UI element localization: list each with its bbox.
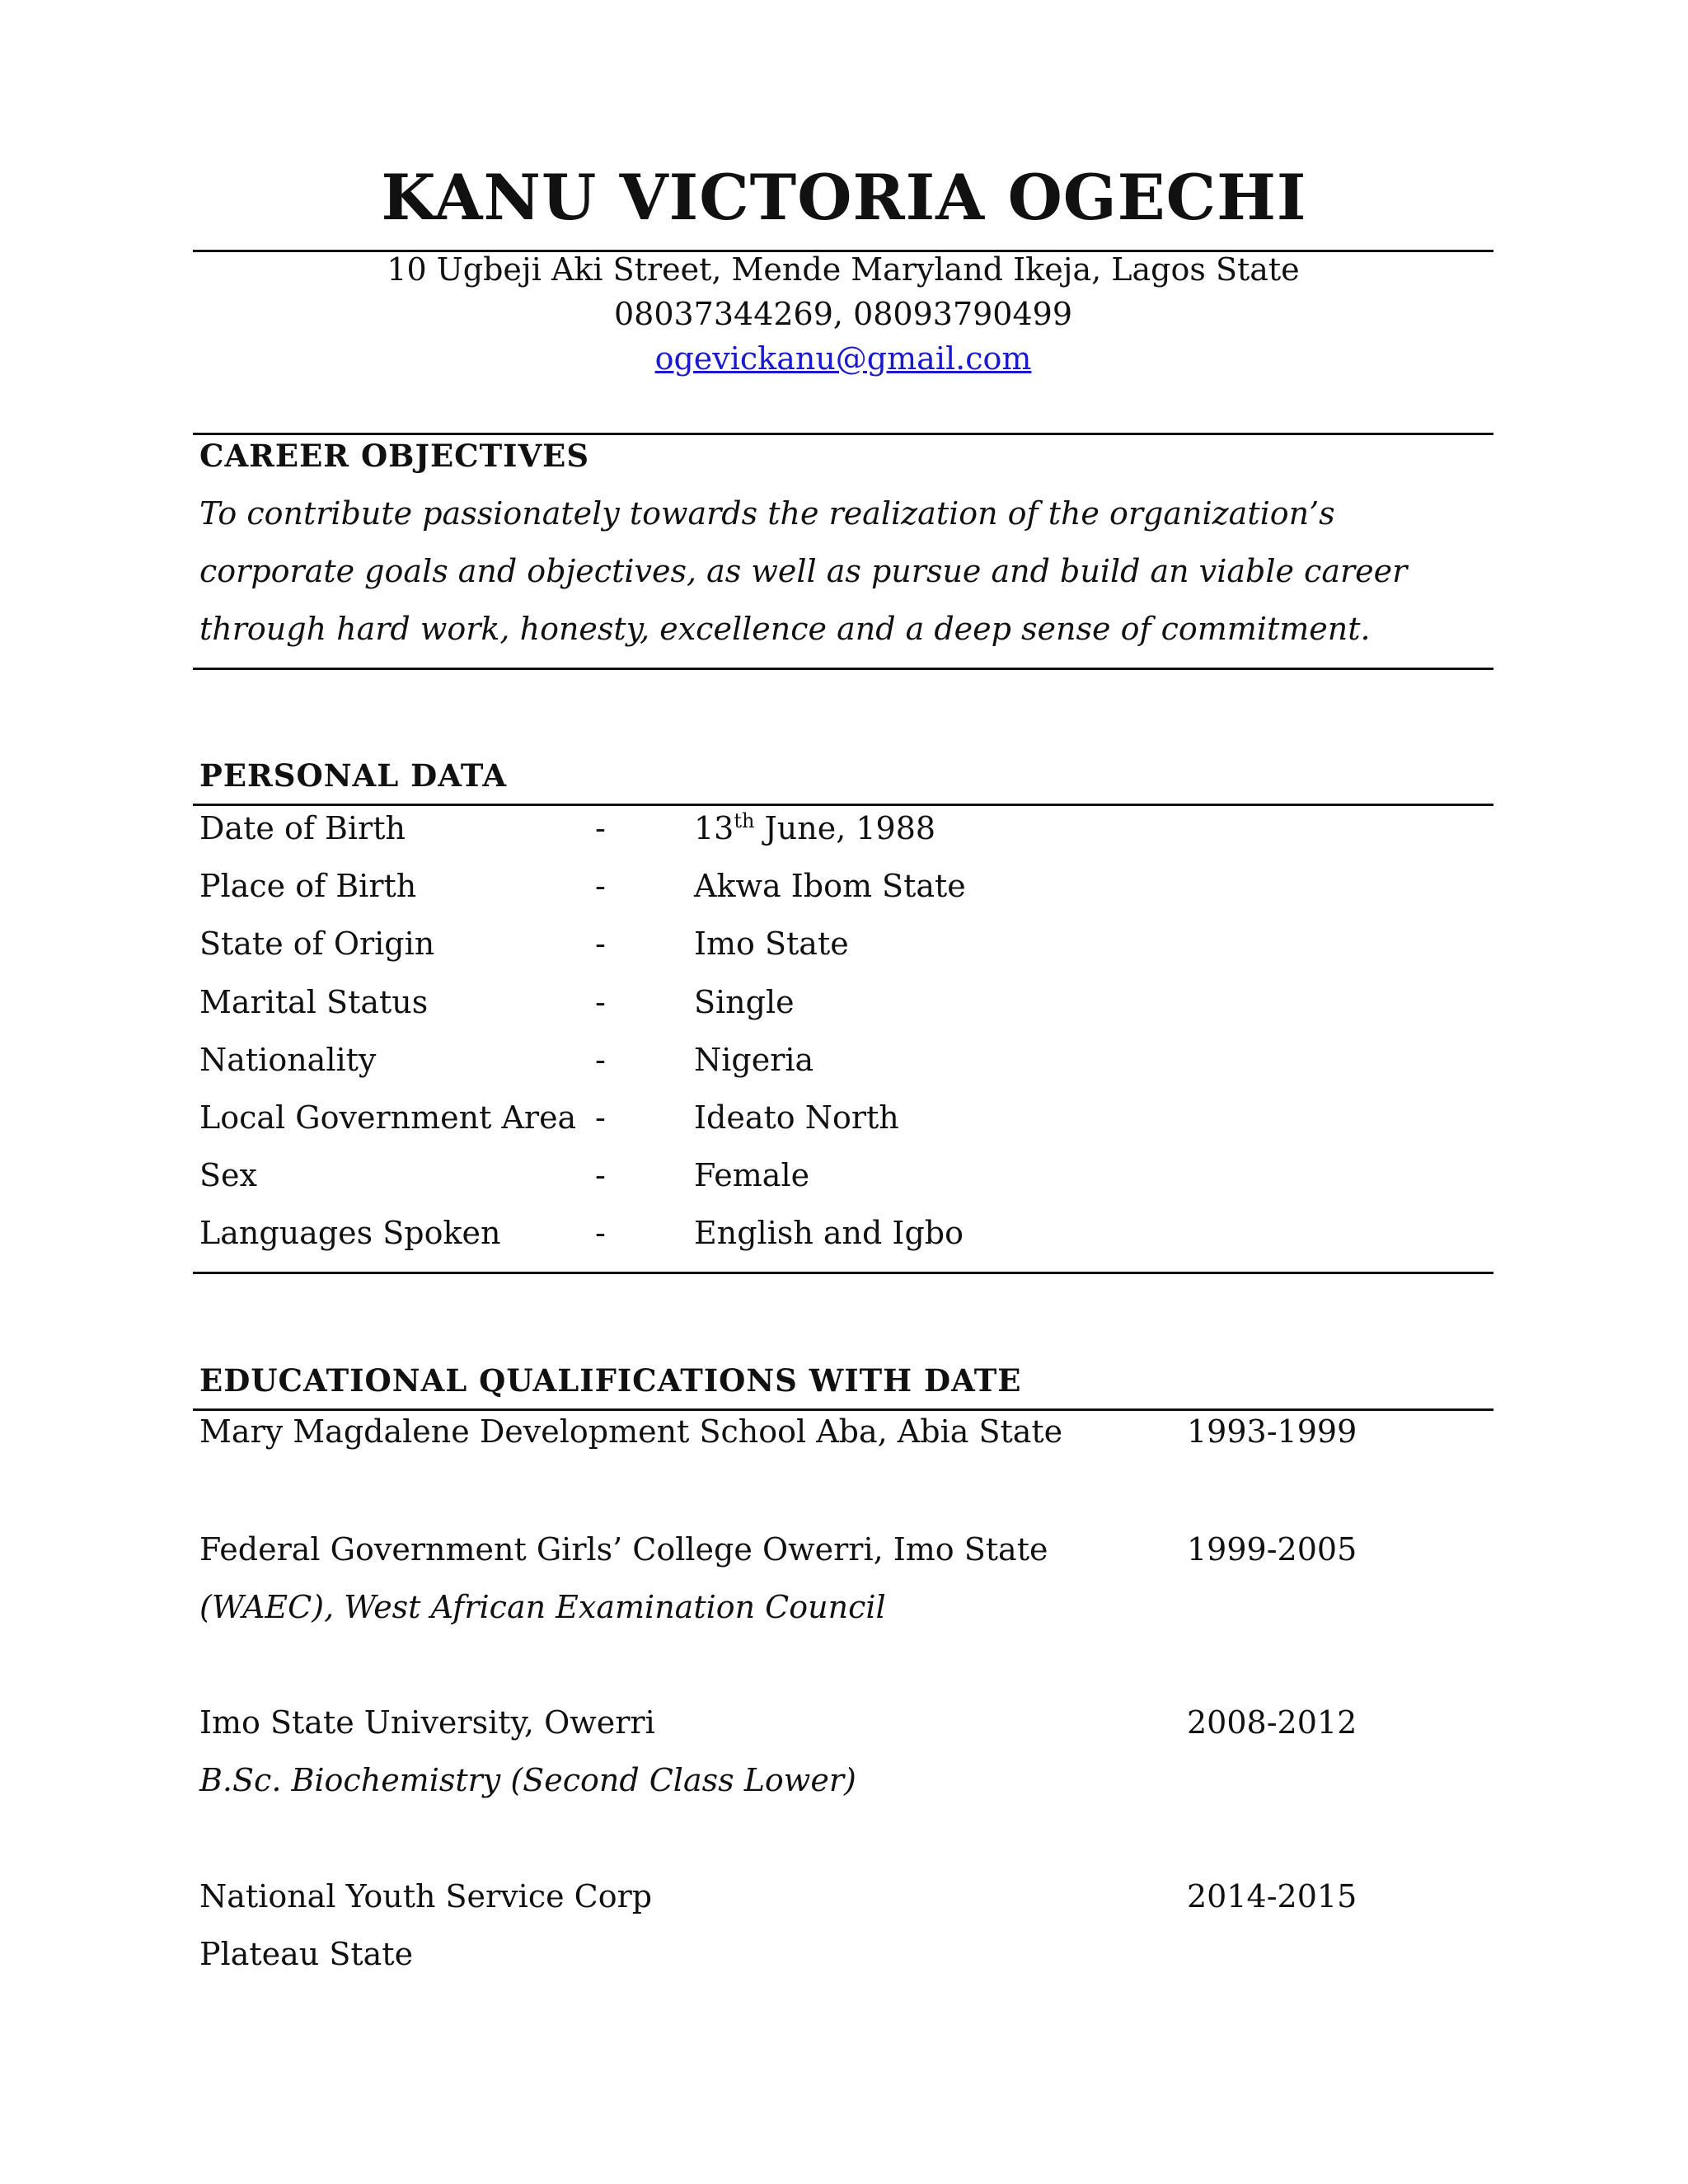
education-institution: Mary Magdalene Development School Aba, Abia State: [199, 1413, 1063, 1450]
personal-value: Akwa Ibom State: [694, 868, 966, 904]
education-detail: Plateau State: [199, 1936, 414, 1972]
education-heading: EDUCATIONAL QUALIFICATIONS WITH DATE: [199, 1362, 1022, 1399]
address: 10 Ugbeji Aki Street, Mende Maryland Ikeja, Lagos State: [387, 251, 1300, 288]
email-line: [193, 336, 1493, 381]
personal-data-heading: PERSONAL DATA: [199, 757, 508, 794]
personal-dash: -: [595, 1099, 606, 1136]
personal-label: Nationality: [199, 1042, 377, 1078]
education-detail: (WAEC), West African Examination Council: [199, 1589, 886, 1625]
personal-dash: -: [595, 984, 606, 1020]
dob-rest: June, 1988: [754, 810, 936, 846]
personal-label: Date of Birth: [199, 810, 406, 846]
personal-label: Marital Status: [199, 984, 429, 1020]
personal-label: Place of Birth: [199, 868, 417, 904]
personal-value: Ideato North: [694, 1099, 899, 1136]
personal-label: Sex: [199, 1157, 257, 1193]
phone-numbers: 08037344269, 08093790499: [613, 296, 1073, 332]
education-institution: National Youth Service Corp: [199, 1878, 653, 1915]
personal-value: English and Igbo: [694, 1215, 964, 1251]
personal-value: Nigeria: [694, 1042, 814, 1078]
date-of-birth-value: [694, 799, 935, 857]
education-years: 2014-2015: [1187, 1878, 1357, 1915]
education-years: 1999-2005: [1187, 1531, 1357, 1568]
career-bottom-divider: [193, 668, 1493, 670]
personal-label: State of Origin: [199, 926, 435, 962]
personal-label: Local Government Area: [199, 1099, 577, 1136]
personal-dash: -: [595, 1157, 606, 1193]
career-objectives-heading: CAREER OBJECTIVES: [199, 438, 590, 474]
personal-data-bottom-divider: [193, 1272, 1493, 1274]
candidate-name: KANU VICTORIA OGECHI: [381, 161, 1307, 234]
personal-dash: -: [595, 1042, 606, 1078]
personal-value: Single: [694, 984, 795, 1020]
education-detail: B.Sc. Biochemistry (Second Class Lower): [199, 1762, 856, 1798]
personal-value: Imo State: [694, 926, 849, 962]
personal-dash: -: [595, 926, 606, 962]
education-institution: Imo State University, Owerri: [199, 1704, 655, 1741]
personal-label: Languages Spoken: [199, 1215, 501, 1251]
dob-suffix: th: [734, 809, 755, 832]
personal-value: Female: [694, 1157, 810, 1193]
personal-dash: -: [595, 810, 606, 846]
personal-dash: -: [595, 868, 606, 904]
personal-dash: -: [595, 1215, 606, 1251]
education-years: 2008-2012: [1187, 1704, 1357, 1741]
email-link[interactable]: ogevickanu@gmail.com: [654, 340, 1032, 377]
education-years: 1993-1999: [1187, 1413, 1357, 1450]
dob-day: 13: [694, 810, 734, 846]
education-institution: Federal Government Girls’ College Owerri, Imo State: [199, 1531, 1048, 1568]
career-objectives-text: To contribute passionately towards the realization of the organization’s corporate goals and objectives, as well as pursue and build an viable career through hard work, honesty, excellence and a deep sense of commitment.: [199, 495, 1408, 647]
